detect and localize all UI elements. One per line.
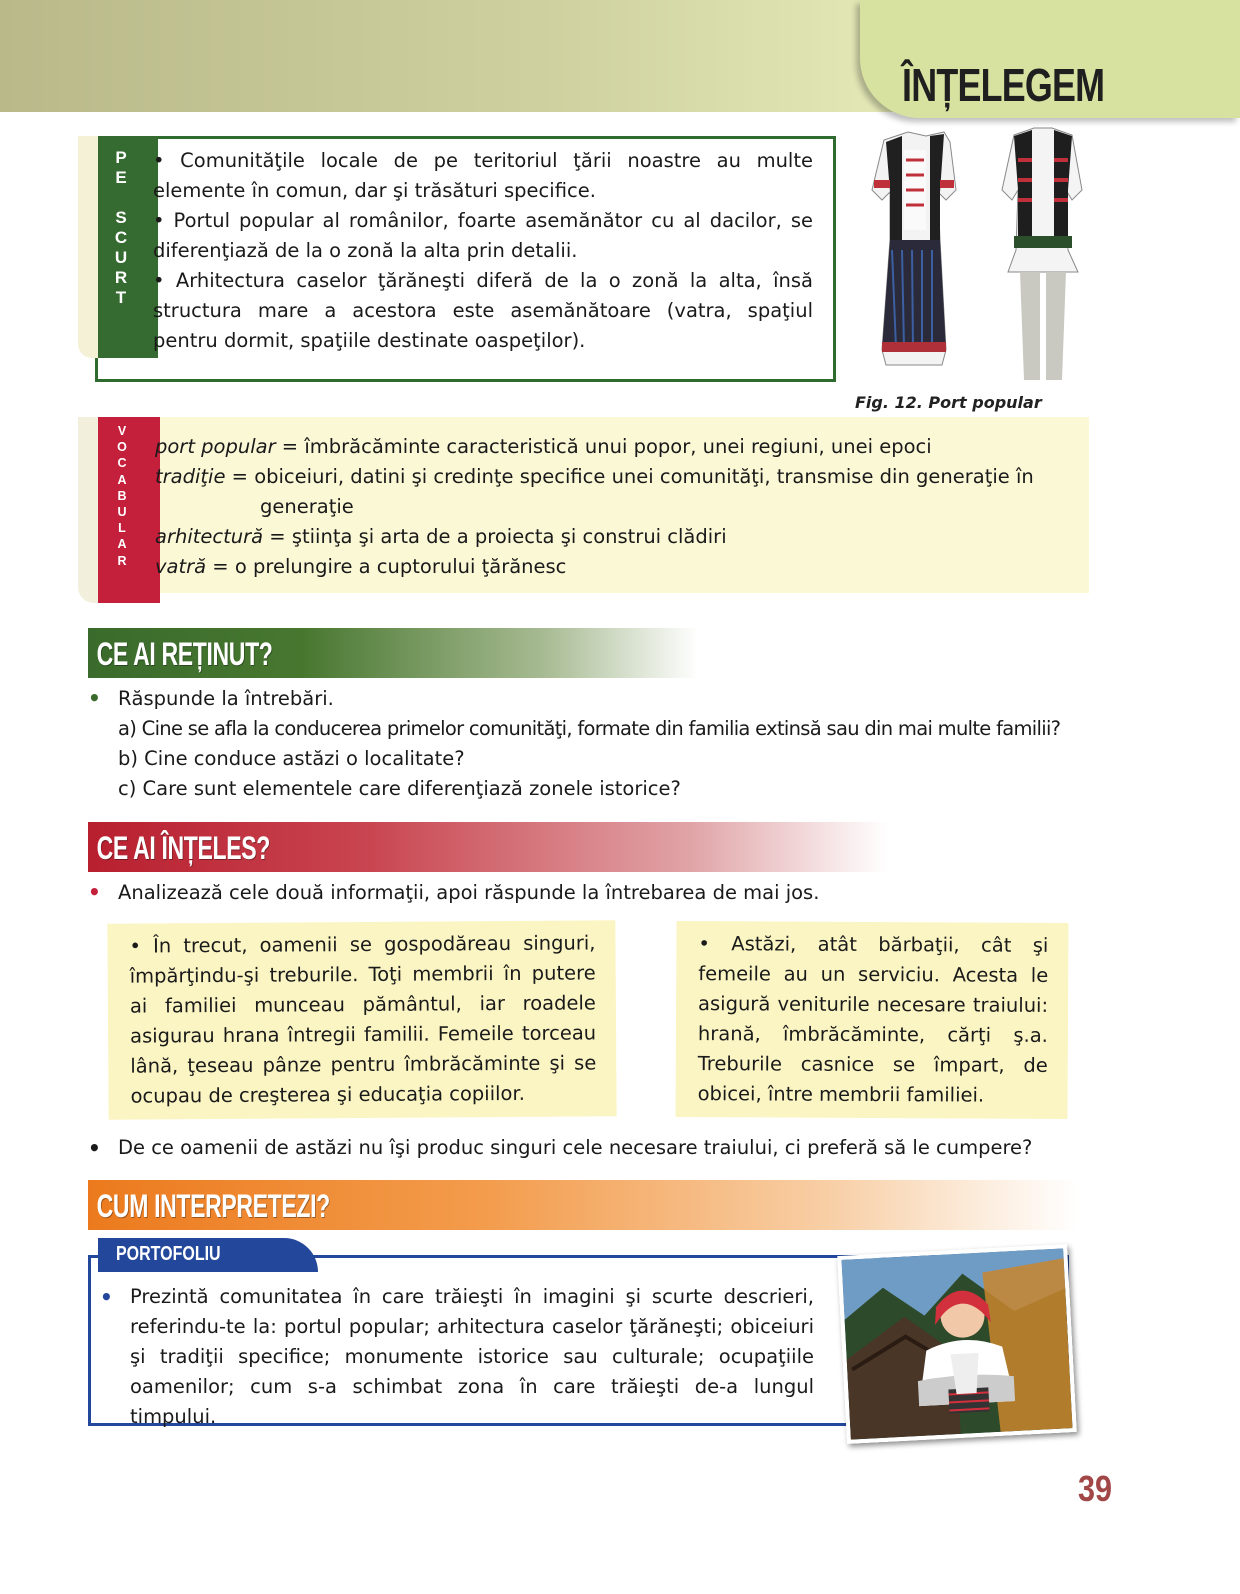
- vocabulary-entry: vatră = o prelungire a cuptorului ţărănesc: [155, 555, 567, 578]
- folk-costume-illustration: [846, 120, 1116, 390]
- summary-paragraph: • Portul popular al românilor, foarte asemănător cu al dacilor, se diferenţiază de la o zonă la alta prin detalii.: [153, 209, 813, 262]
- instruction: Analizează cele două informaţii, apoi răspunde la întrebarea de mai jos.: [118, 881, 820, 904]
- bullet: •: [100, 1285, 113, 1309]
- question: De ce oamenii de astăzi nu îşi produc singuri cele necesare traiului, ci preferă să le cumpere?: [118, 1136, 1033, 1159]
- female-costume: [872, 132, 956, 365]
- vocabulary-entry: arhitectură = ştiinţa şi arta de a proiecta şi construi clădiri: [155, 525, 727, 548]
- portfolio-label: PORTOFOLIU: [116, 1243, 221, 1265]
- bullet: •: [88, 1136, 101, 1160]
- info-card-text: • În trecut, oamenii se gospodăreau singuri, împărţindu-şi treburile. Toţi membrii în putere ai familiei munceau pământul, iar roadele asigurau hrana întregii familii. Femeile torceau lână, ţeseau pânze pentru îmbrăcăminte şi se ocupau de creşterea şi educaţia copiilor.: [129, 931, 597, 1108]
- page-title: ÎNȚELEGEM: [902, 59, 1105, 111]
- child-folk-costume-photo: [837, 1244, 1077, 1444]
- question: a) Cine se afla la conducerea primelor comunităţi, formate din familia extinsă sau din mai multe familii?: [118, 717, 1061, 740]
- info-card-past: [107, 920, 616, 1120]
- section-title: CE AI ÎNȚELES?: [96, 830, 270, 866]
- section-title: CE AI REȚINUT?: [96, 636, 273, 672]
- info-card-text: • Astăzi, atât bărbaţii, cât şi femeile au un serviciu. Acesta le asigură veniturile necesare traiului: hrană, îmbrăcăminte, cărţi ş.a. Treburile casnice se împart, de obicei, între membrii familiei.: [697, 932, 1049, 1107]
- figure-caption: Fig. 12. Port popular: [855, 393, 1042, 412]
- instruction: Răspunde la întrebări.: [118, 687, 334, 710]
- section-banner-retinut: [88, 628, 698, 678]
- vocabulary-label: V O C A B U L A R: [117, 424, 127, 568]
- vocabulary-entry: tradiţie = obiceiuri, datini şi credinţe specifice unei comunităţi, transmise din generaţie în: [155, 465, 1034, 488]
- bullet: •: [88, 880, 101, 904]
- section-banner-interpretezi: [88, 1180, 1078, 1230]
- male-costume: [1002, 128, 1082, 380]
- vocabulary-entry-continuation: generaţie: [260, 495, 354, 518]
- section-title: CUM INTERPRETEZI?: [96, 1188, 330, 1224]
- section-banner-inteles: [88, 822, 888, 872]
- page-number: 39: [1078, 1468, 1113, 1509]
- info-card-present: [675, 921, 1068, 1119]
- question: b) Cine conduce astăzi o localitate?: [118, 747, 465, 770]
- bullet: •: [88, 686, 101, 710]
- summary-label: P E S C U R T: [114, 148, 128, 307]
- summary-paragraph: • Comunităţile locale de pe teritoriul ţării noastre au multe elemente în comun, dar şi trăsături specifice.: [153, 149, 813, 202]
- summary-paragraph: • Arhitectura caselor ţărăneşti diferă de la o zonă la alta, însă structura mare a acestora este asemănătoare (vatra, spaţiul pentru dormit, spaţiile destinate oaspeţilor).: [153, 269, 813, 352]
- vocabulary-entry: port popular = îmbrăcăminte caracteristică unui popor, unei regiuni, unei epoci: [155, 435, 932, 458]
- portfolio-task: Prezintă comunitatea în care trăieşti în imagini şi scurte descrieri, referindu-te la: portul popular; arhitectura caselor ţărăneşti; obiceiuri şi tradiţii specifice; monumente istorice sau culturale; ocupaţiile oamenilor; cum s-a schimbat zona în care trăieşti de-a lungul timpului.: [130, 1285, 814, 1428]
- question: c) Care sunt elementele care diferenţiază zonele istorice?: [118, 777, 681, 800]
